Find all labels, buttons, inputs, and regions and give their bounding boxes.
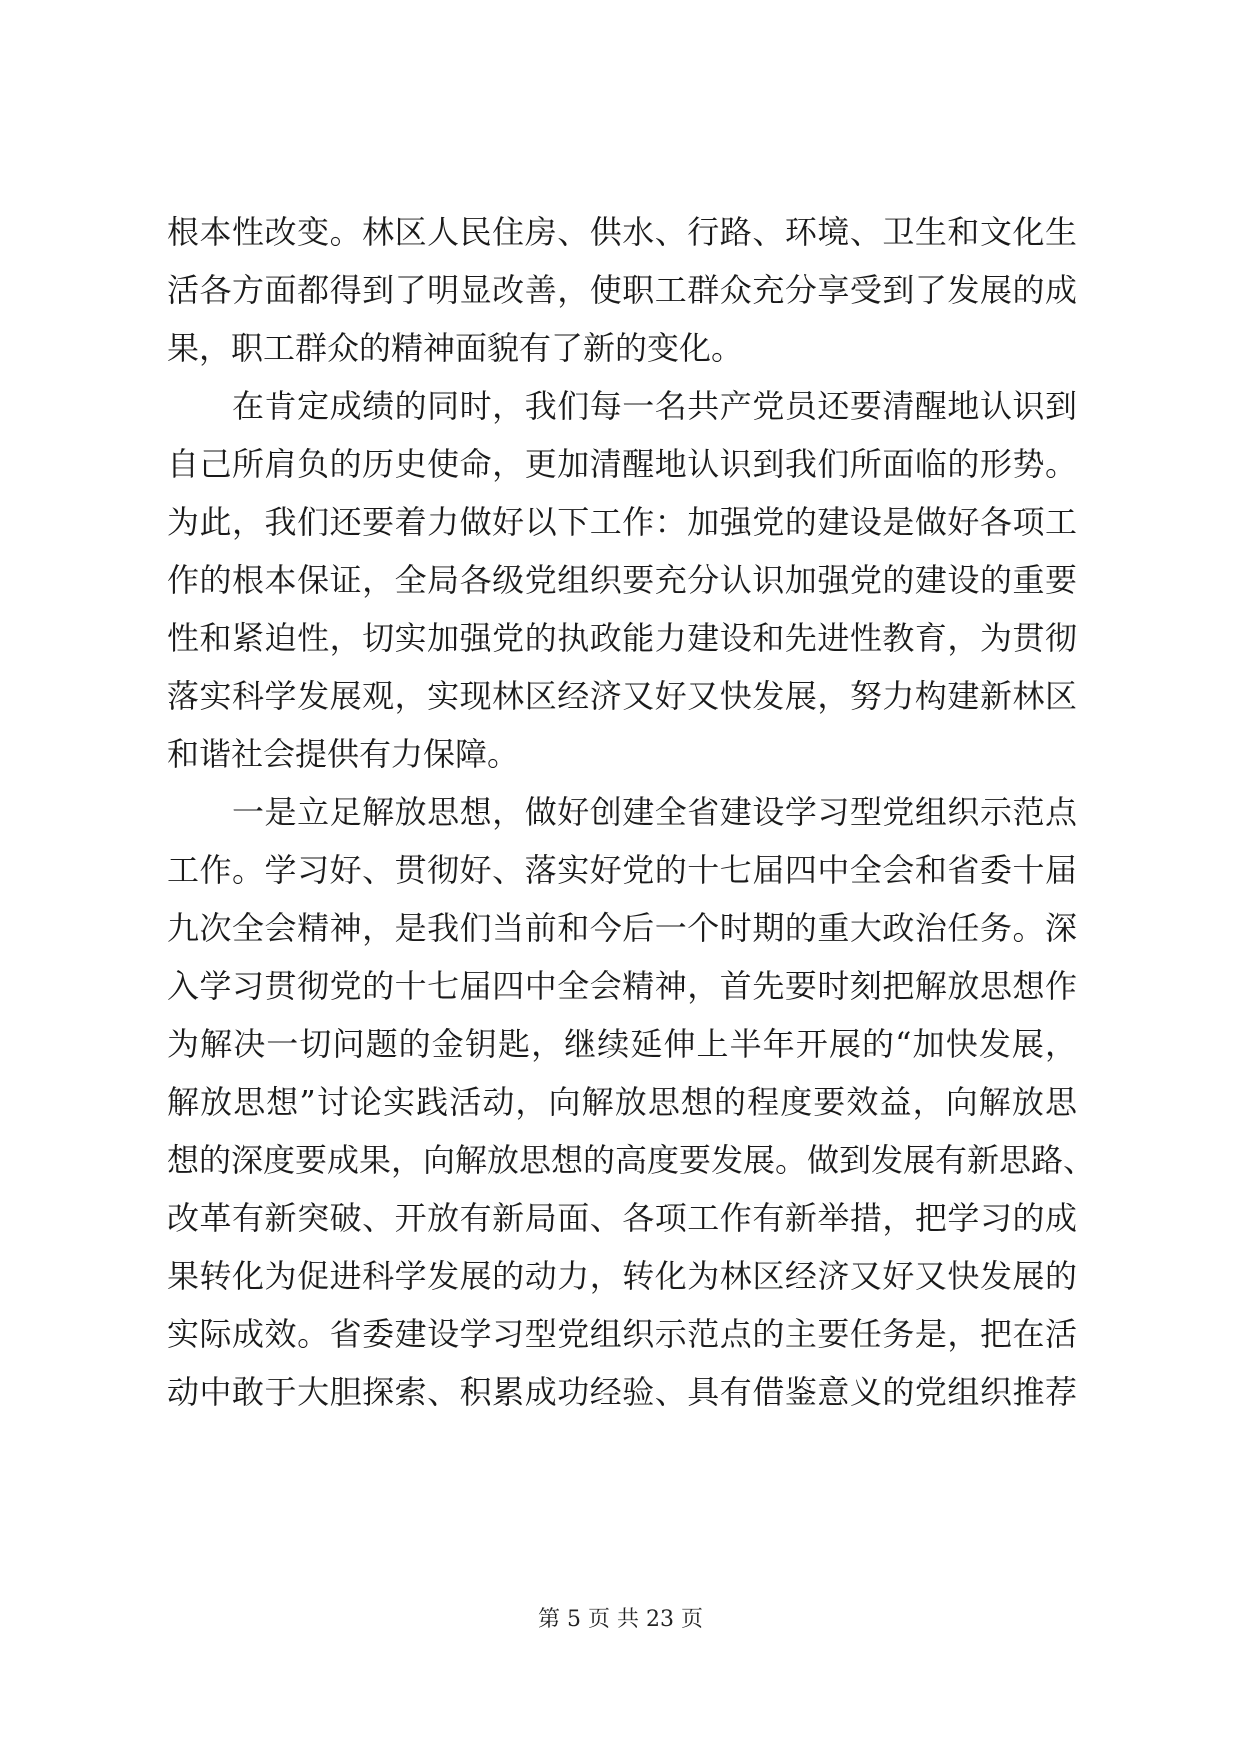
text-line: 落实科学发展观，实现林区经济又好又快发展，努力构建新林区 — [167, 677, 1077, 715]
page-number-footer: 第 5 页 共 23 页 — [538, 1607, 703, 1632]
text-line: 果，职工群众的精神面貌有了新的变化。 — [167, 329, 744, 367]
text-line: 果转化为促进科学发展的动力，转化为林区经济又好又快发展的 — [167, 1257, 1077, 1295]
text-line: 根本性改变。林区人民住房、供水、行路、环境、卫生和文化生 — [167, 213, 1077, 251]
text-line: 活各方面都得到了明显改善，使职工群众充分享受到了发展的成 — [167, 271, 1077, 309]
text-line: 性和紧迫性，切实加强党的执政能力建设和先进性教育，为贯彻 — [167, 619, 1077, 657]
text-line: 实际成效。省委建设学习型党组织示范点的主要任务是，把在活 — [167, 1315, 1077, 1353]
text-line: 一是立足解放思想，做好创建全省建设学习型党组织示范点 — [167, 793, 1077, 831]
text-line: 为解决一切问题的金钥匙，继续延伸上半年开展的“加快发展， — [167, 1025, 1077, 1063]
text-line: 解放思想”讨论实践活动，向解放思想的程度要效益，向解放思 — [167, 1083, 1077, 1121]
text-line: 工作。学习好、贯彻好、落实好党的十七届四中全会和省委十届 — [167, 851, 1077, 889]
text-line: 九次全会精神，是我们当前和今后一个时期的重大政治任务。深 — [167, 909, 1077, 947]
text-line: 入学习贯彻党的十七届四中全会精神，首先要时刻把解放思想作 — [167, 967, 1077, 1005]
text-line: 和谐社会提供有力保障。 — [167, 735, 520, 773]
text-line: 动中敢于大胆探索、积累成功经验、具有借鉴意义的党组织推荐 — [167, 1373, 1077, 1411]
text-line: 为此，我们还要着力做好以下工作：加强党的建设是做好各项工 — [167, 503, 1077, 541]
text-line: 在肯定成绩的同时，我们每一名共产党员还要清醒地认识到 — [167, 387, 1077, 425]
text-line: 改革有新突破、开放有新局面、各项工作有新举措，把学习的成 — [167, 1199, 1077, 1237]
text-line: 作的根本保证，全局各级党组织要充分认识加强党的建设的重要 — [167, 561, 1077, 599]
text-line: 想的深度要成果，向解放思想的高度要发展。做到发展有新思路、 — [167, 1141, 1096, 1179]
text-line: 自己所肩负的历史使命，更加清醒地认识到我们所面临的形势。 — [167, 445, 1077, 483]
